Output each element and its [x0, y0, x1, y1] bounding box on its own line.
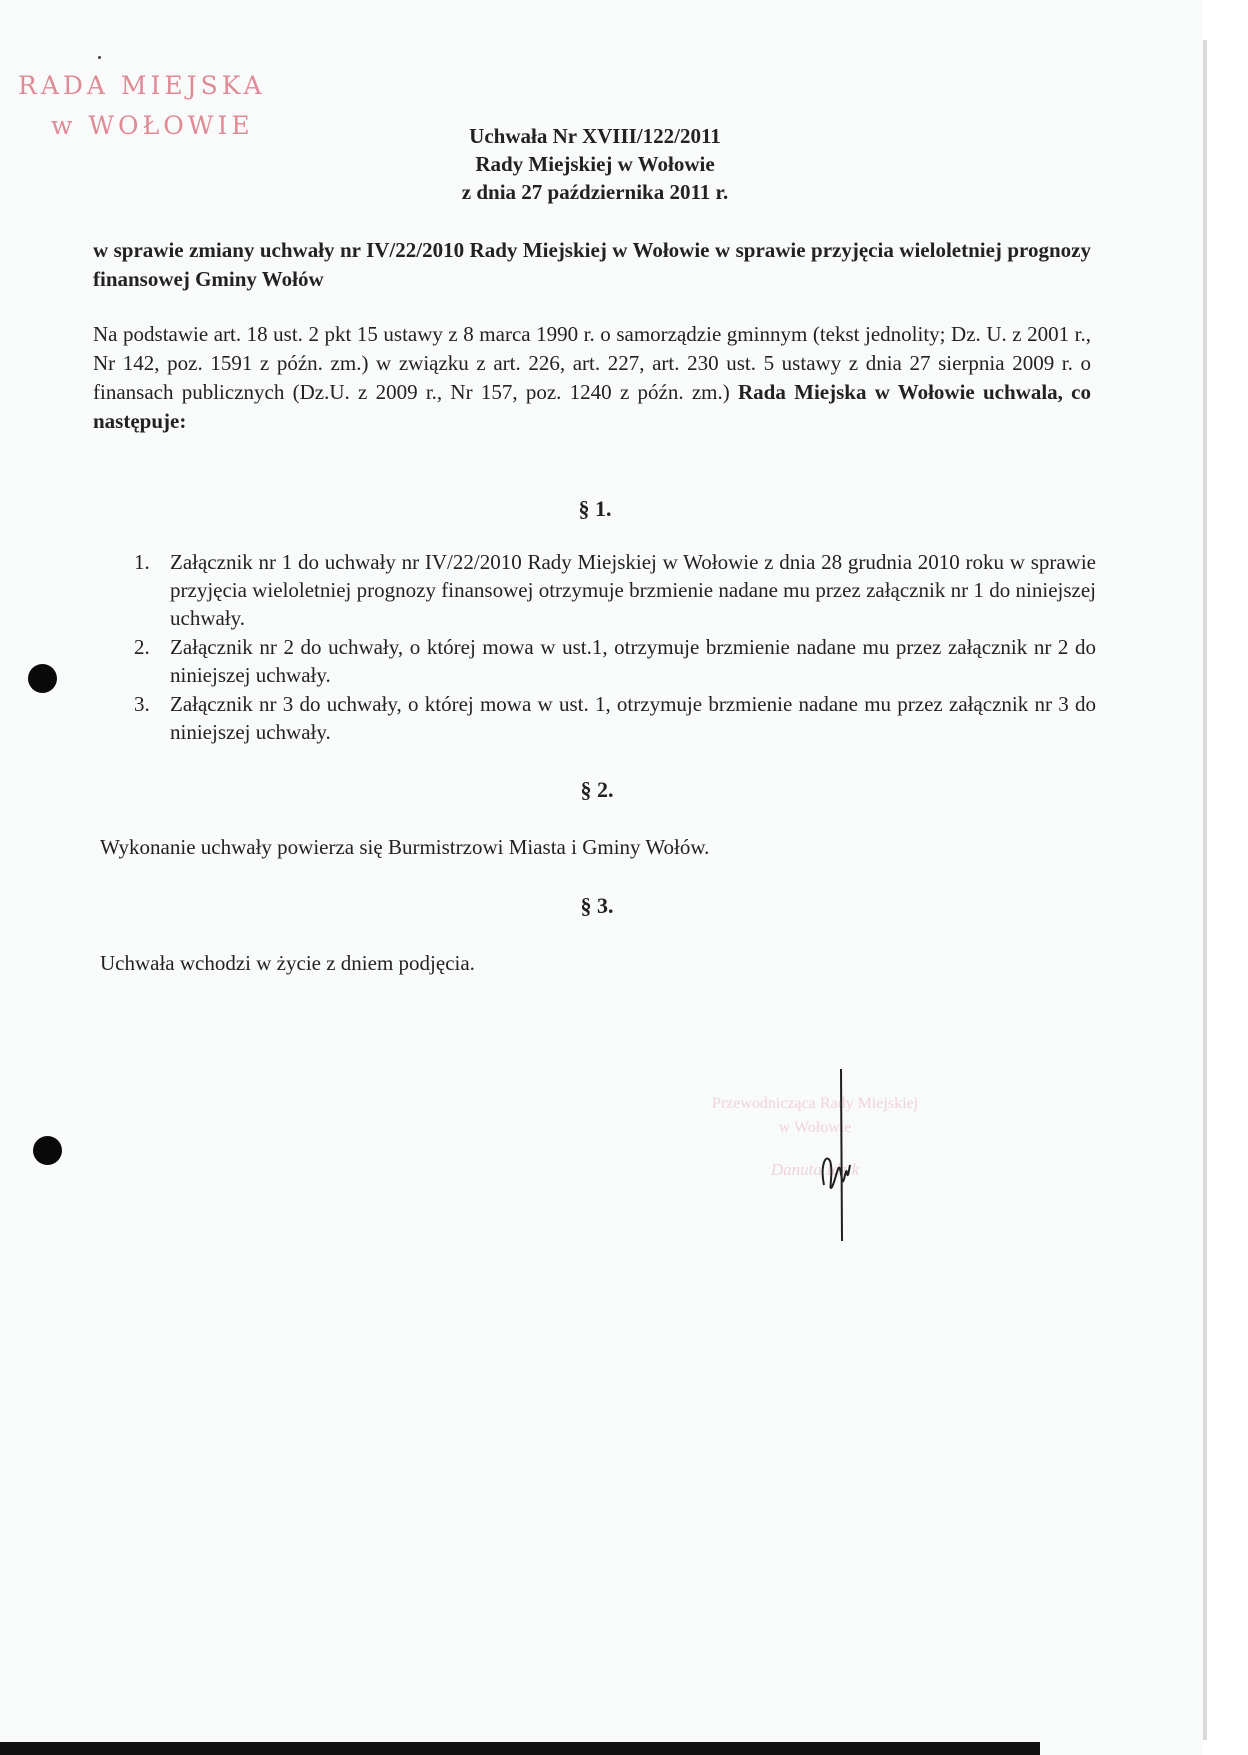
- resolution-header: [370, 122, 820, 206]
- stamp-line-2: w WOŁOWIE: [51, 111, 254, 140]
- legal-basis-enacting-clause: Rada Miejska w Wołowie uchwala, co następuje:: [93, 380, 1091, 433]
- legal-basis-text: Na podstawie art. 18 ust. 2 pkt 15 ustawy z 8 marca 1990 r. o samorządzie gminnym (tekst jednolity; Dz. U. z 2001 r., Nr 142, poz. 1591 z późn. zm.) w związku z art. 226, art. 227, art. 230 ust. 5 ustawy z dnia 27 sierpnia 2009 r. o finansach publicznych (Dz.U. z 2009 r., Nr 157, poz. 1240 z późn. zm.): [93, 322, 1091, 404]
- page-edge-shadow: [1203, 40, 1207, 1740]
- punch-hole-top: [28, 664, 57, 693]
- section-1-list: [128, 548, 1096, 747]
- section-2-mark: § 2.: [580, 777, 614, 802]
- scan-bottom-bar: [0, 1742, 1040, 1755]
- list-item-number: 3.: [134, 692, 150, 716]
- resolution-date: z dnia 27 października 2011 r.: [461, 180, 729, 204]
- seal-name: Danuta Idzik: [770, 1160, 860, 1179]
- section-3-mark: § 3.: [580, 893, 614, 918]
- seal-line-1: Przewodnicząca Rady Miejskiej: [711, 1095, 919, 1112]
- section-3-text: Uchwała wchodzi w życie z dniem podjęcia.: [100, 951, 475, 975]
- stamp-line-1: RADA MIEJSKA: [18, 71, 266, 100]
- seal-line-2: w Wołowie: [778, 1119, 852, 1136]
- section-2-text: Wykonanie uchwały powierza się Burmistrzowi Miasta i Gminy Wołów.: [100, 835, 710, 859]
- resolution-body: Rady Miejskiej w Wołowie: [475, 152, 715, 176]
- punch-hole-bottom: [33, 1136, 62, 1165]
- list-item-number: 2.: [134, 635, 150, 659]
- list-item-number: 1.: [134, 550, 150, 574]
- list-item: [128, 633, 1096, 689]
- list-item-text: Załącznik nr 3 do uchwały, o której mowa w ust. 1, otrzymuje brzmienie nadane mu przez załącznik nr 3 do niniejszej uchwały.: [170, 692, 1096, 744]
- resolution-number: Uchwała Nr XVIII/122/2011: [469, 124, 721, 148]
- list-item-text: Załącznik nr 1 do uchwały nr IV/22/2010 Rady Miejskiej w Wołowie z dnia 28 grudnia 2010 roku w sprawie przyjęcia wieloletniej prognozy finansowej otrzymuje brzmienie nadane mu przez załącznik nr 1 do niniejszej uchwały.: [170, 550, 1096, 630]
- legal-basis: [93, 320, 1091, 436]
- resolution-subject: w sprawie zmiany uchwały nr IV/22/2010 Rady Miejskiej w Wołowie w sprawie przyjęcia wieloletniej prognozy finansowej Gminy Wołów: [93, 238, 1091, 291]
- handwritten-signature: [812, 1065, 882, 1245]
- list-item: [128, 548, 1096, 632]
- list-item-text: Załącznik nr 2 do uchwały, o której mowa w ust.1, otrzymuje brzmienie nadane mu przez załącznik nr 2 do niniejszej uchwały.: [170, 635, 1096, 687]
- list-item: [128, 690, 1096, 746]
- council-stamp: [18, 66, 266, 146]
- stamp-dot: [98, 56, 101, 59]
- section-1-mark: § 1.: [578, 496, 612, 521]
